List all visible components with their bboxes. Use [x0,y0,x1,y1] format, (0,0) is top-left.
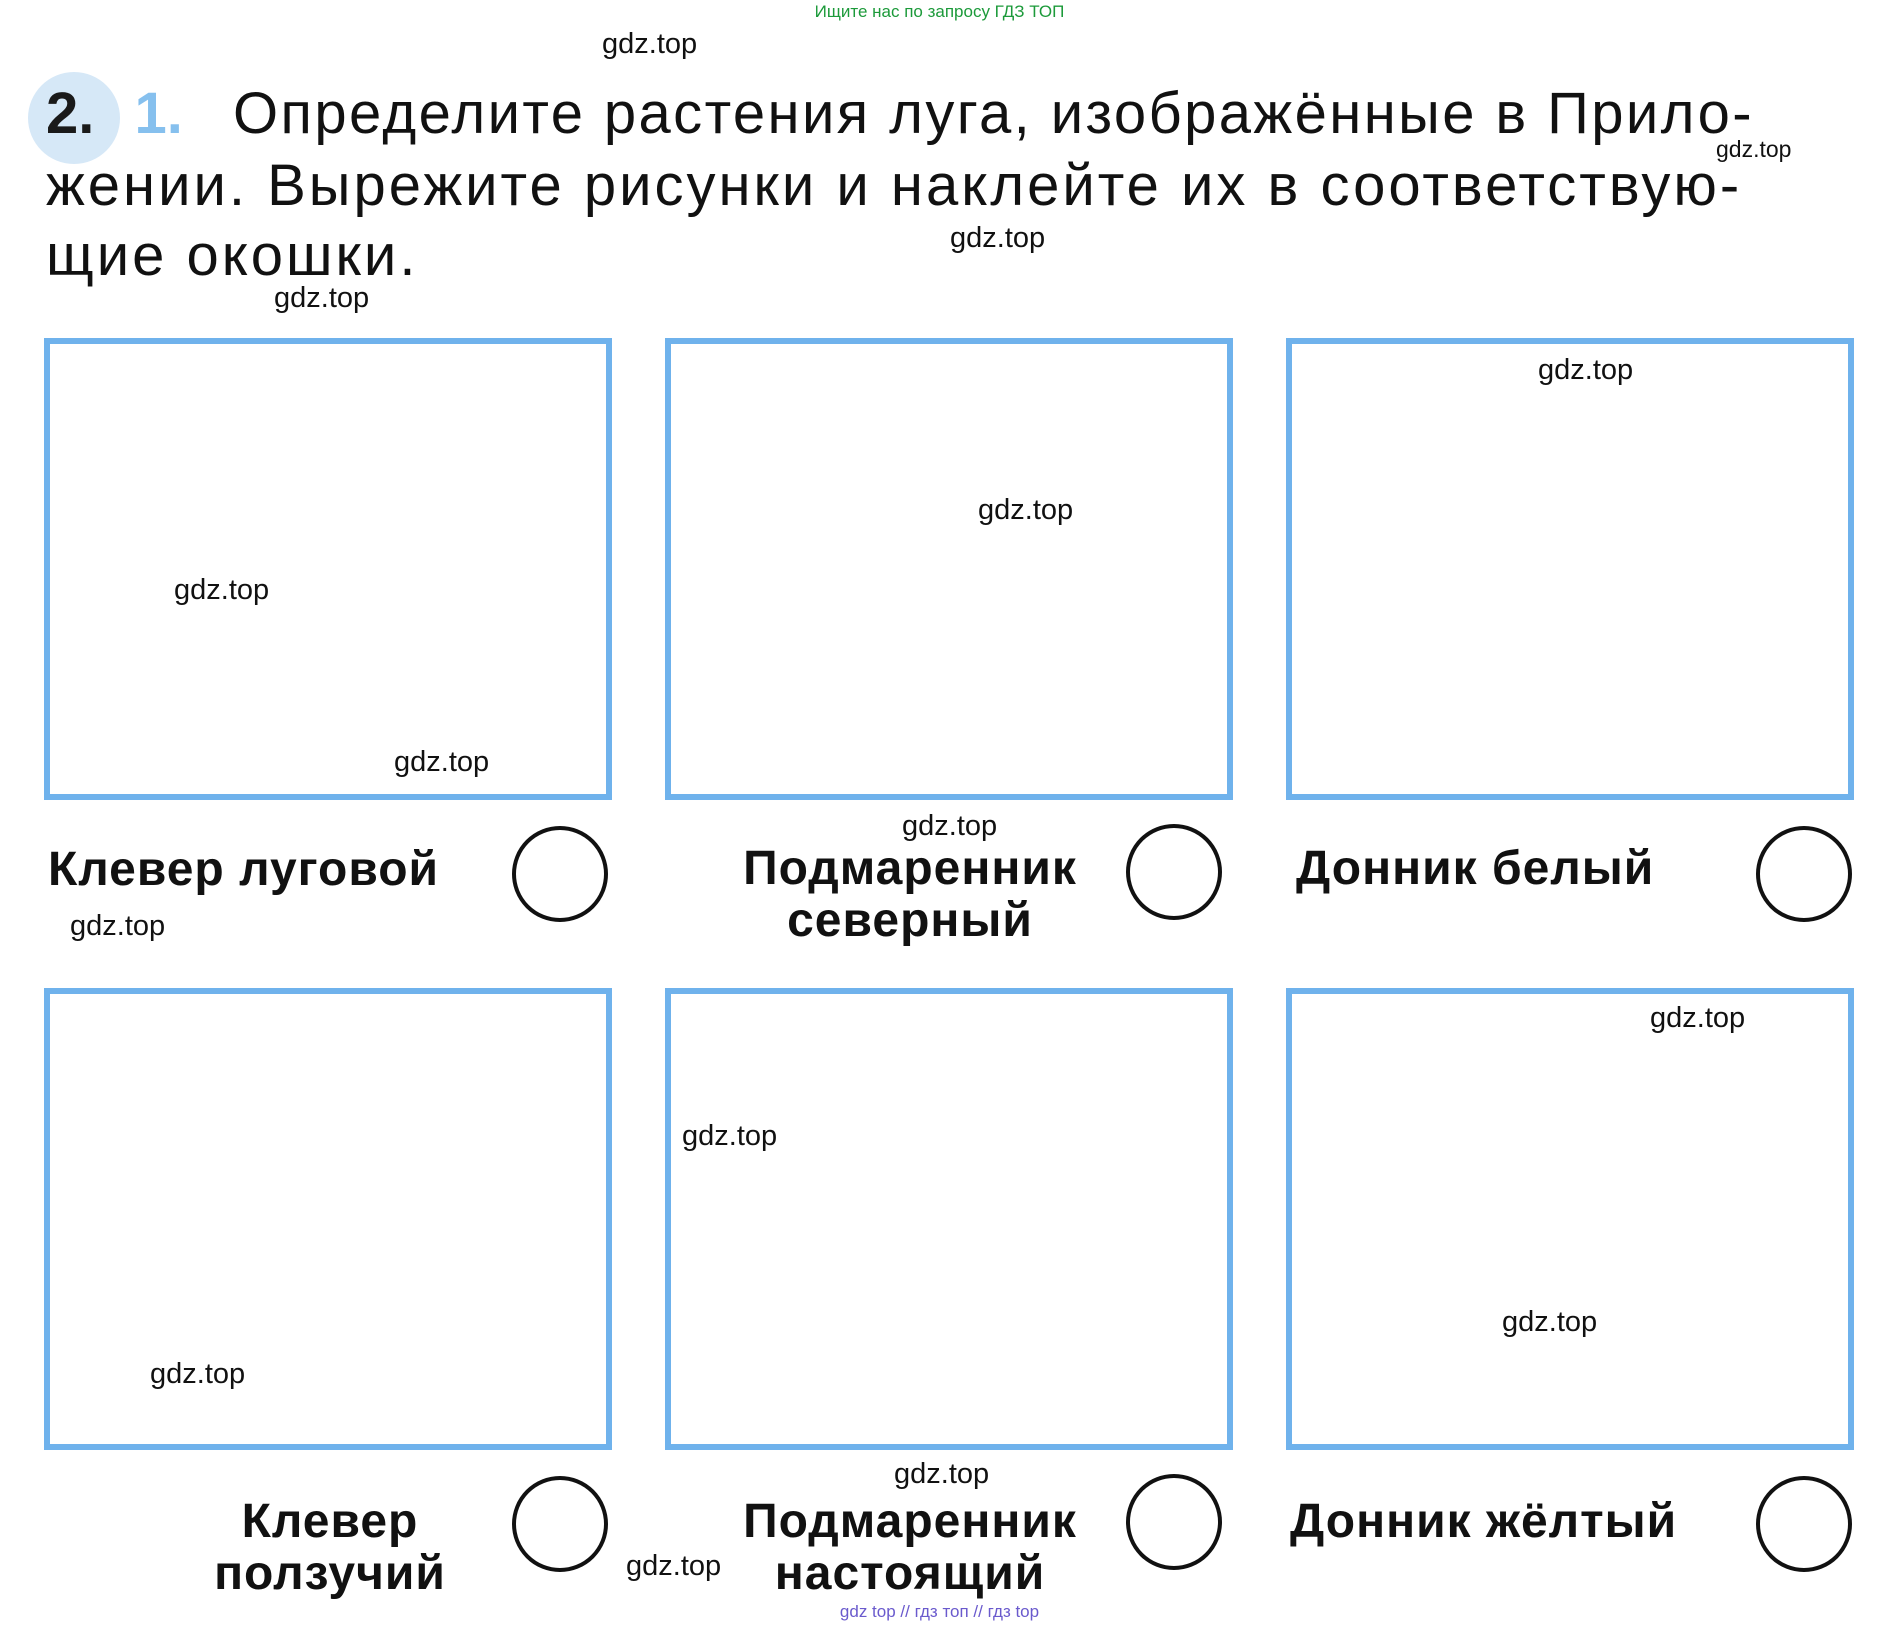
plant-label-4-line-2: ползучий [214,1547,446,1600]
plant-label-5 [700,1496,1120,1600]
watermark: gdz.top [602,28,698,60]
plant-label-1: Клевер луговой [48,843,440,896]
task-number: 2. [46,81,95,146]
watermark: gdz.top [1650,1002,1746,1034]
task-heading-line-1 [46,80,1846,147]
watermark: gdz.top [682,1120,778,1152]
plant-label-5-line-1: Подмаренник [743,1495,1077,1548]
footer-note: gdz top // гдз топ // гдз top [839,1602,1040,1621]
task-text-line-1: Определите растения луга, изображённые в Прило- [233,81,1754,146]
plant-label-4-line-1: Клевер [241,1495,419,1548]
answer-circle-2[interactable] [1126,824,1222,920]
plant-label-4 [180,1496,480,1600]
top-note: Ищите нас по запросу ГДЗ ТОП [814,2,1065,21]
watermark: gdz.top [950,222,1046,254]
watermark: gdz.top [1502,1306,1598,1338]
answer-circle-1[interactable] [512,826,608,922]
plant-label-2 [700,843,1120,947]
sticker-window-3 [1286,338,1854,800]
task-text-line-2: жении. Вырежите рисунки и наклейте их в соответствую- [46,153,1743,218]
sticker-window-1 [44,338,612,800]
plant-label-2-line-1: Подмаренник [743,842,1077,895]
answer-circle-6[interactable] [1756,1476,1852,1572]
plant-label-3: Донник белый [1296,842,1655,895]
watermark: gdz.top [894,1458,990,1490]
sticker-window-2 [665,338,1233,800]
watermark: gdz.top [978,494,1074,526]
answer-circle-3[interactable] [1756,826,1852,922]
watermark: gdz.top [150,1358,246,1390]
watermark: gdz.top [626,1550,722,1582]
plant-label-5-line-2: настоящий [774,1547,1046,1600]
watermark: gdz.top [274,282,370,314]
plant-label-2-line-2: северный [787,894,1033,947]
answer-circle-4[interactable] [512,1476,608,1572]
sticker-window-5 [665,988,1233,1450]
watermark: gdz.top [1538,354,1634,386]
watermark: gdz.top [394,746,490,778]
watermark: gdz.top [1716,136,1792,162]
sticker-window-6 [1286,988,1854,1450]
watermark: gdz.top [70,910,166,942]
answer-circle-5[interactable] [1126,1474,1222,1570]
task-text-line-3: щие окошки. [46,223,419,288]
task-sub-number: 1. [134,81,183,146]
watermark: gdz.top [174,574,270,606]
sticker-window-4 [44,988,612,1450]
plant-label-6: Донник жёлтый [1290,1495,1678,1548]
watermark: gdz.top [902,810,998,842]
